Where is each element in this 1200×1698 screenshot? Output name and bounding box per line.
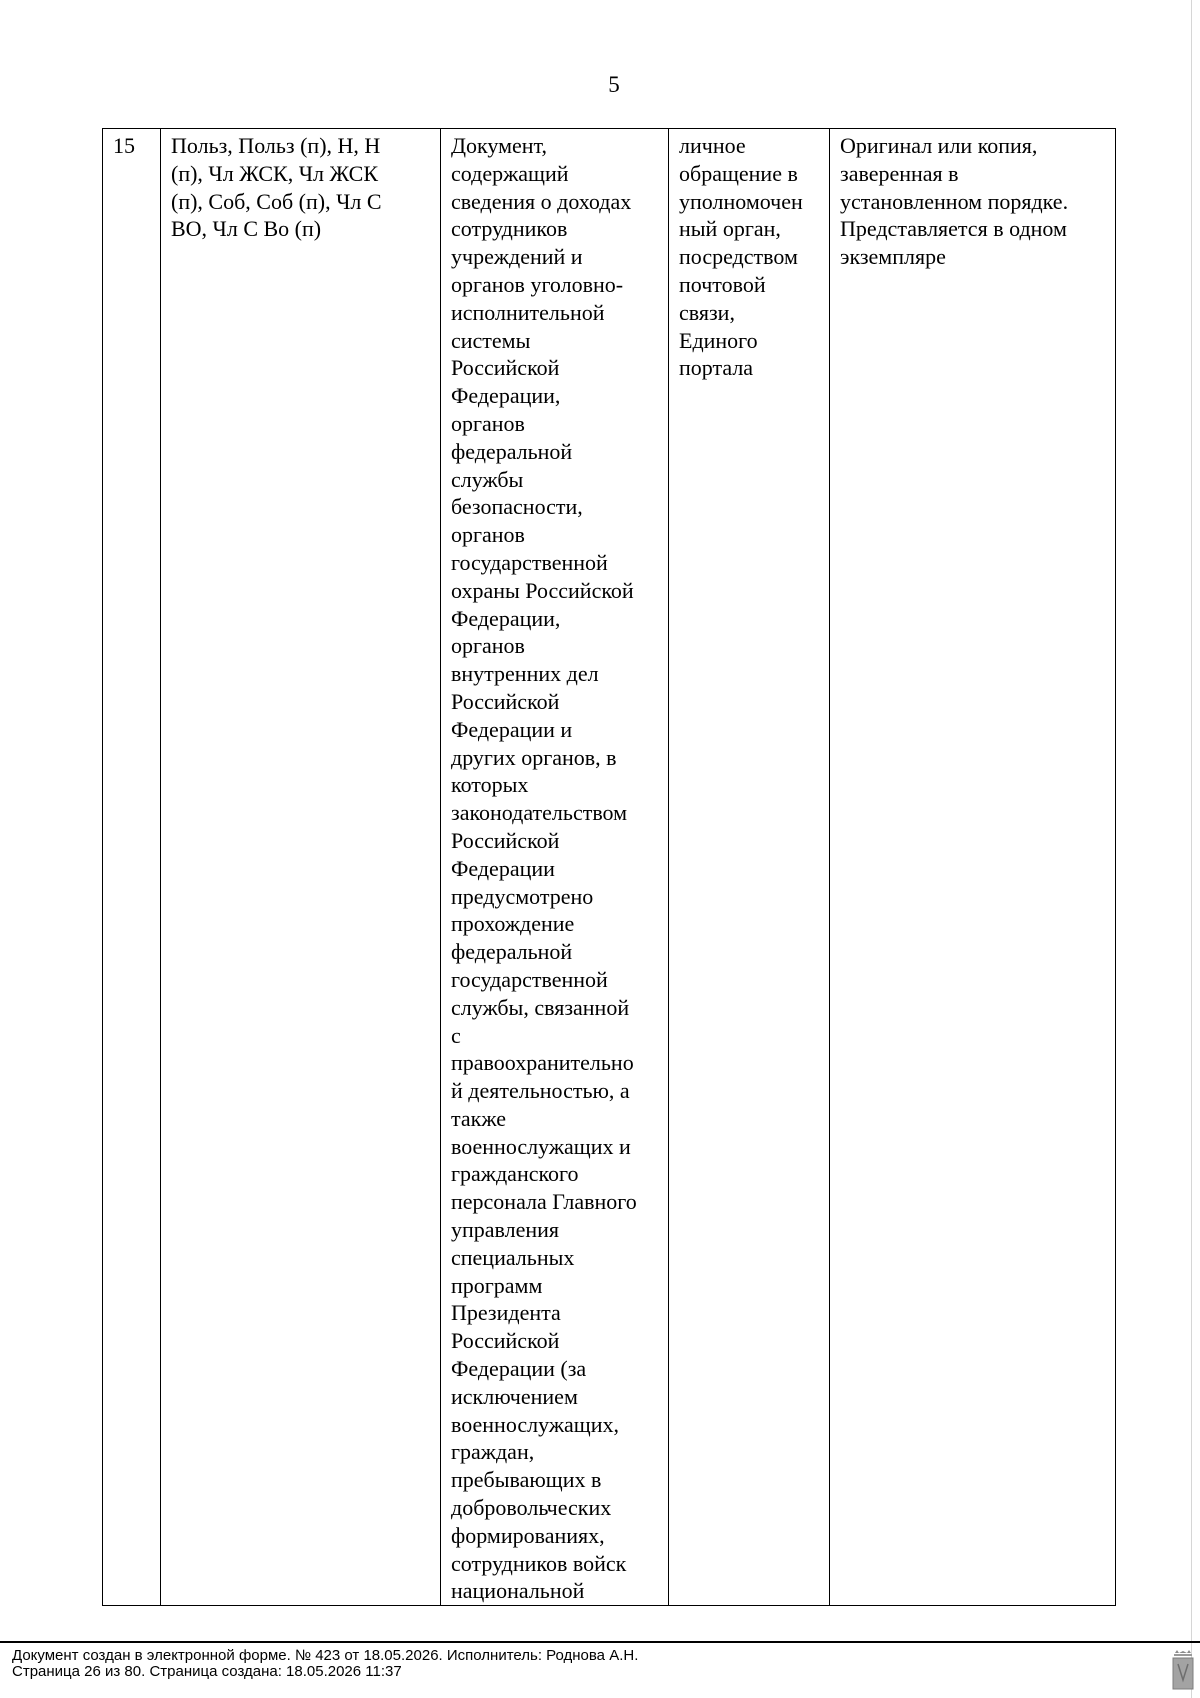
form-line: заверенная в <box>840 160 959 186</box>
footer-document-info: Документ создан в электронной форме. № 423 от 18.05.2026. Исполнитель: Роднова А.Н. <box>12 1647 639 1664</box>
document-line: сведения о доходах <box>451 188 632 214</box>
document-line: содержащий <box>451 160 569 186</box>
submission-method-line: уполномочен <box>679 188 803 214</box>
document-line: сотрудников <box>451 216 568 242</box>
document-line: формированиях, <box>451 1522 605 1548</box>
submission-method-line: обращение в <box>679 160 798 186</box>
coat-of-arms-icon <box>1172 1650 1194 1690</box>
submission-method-line: посредством <box>679 244 798 270</box>
submission-method-line: личное <box>679 133 746 158</box>
document-line: Федерации (за <box>451 1356 587 1382</box>
submission-method-line: ный орган, <box>679 216 781 242</box>
table-row <box>103 129 1116 1606</box>
document-line: с <box>451 1022 461 1048</box>
form-line: Оригинал или копия, <box>840 133 1038 158</box>
document-line: Российской <box>451 688 560 714</box>
requirements-table <box>102 128 1116 1606</box>
document-line: Федерации и <box>451 716 573 742</box>
document-line: федеральной <box>451 939 573 965</box>
document-line: прохождение <box>451 911 575 937</box>
document-line: управления <box>451 1217 560 1243</box>
document-line: Документ, <box>451 133 548 158</box>
document-line: системы <box>451 327 531 353</box>
document-cell <box>441 129 669 1606</box>
document-line: законодательством <box>451 800 628 826</box>
submission-method-line: почтовой <box>679 271 766 297</box>
document-line: правоохранительно <box>451 1050 634 1076</box>
document-line: программ <box>451 1272 543 1298</box>
document-line: других органов, в <box>451 744 617 770</box>
document-line: охраны Российской <box>451 577 634 603</box>
page-number: 5 <box>608 72 620 97</box>
document-line: Федерации, <box>451 605 561 631</box>
submission-method-line: Единого <box>679 327 758 353</box>
document-line: Российской <box>451 355 560 381</box>
document-line: безопасности, <box>451 494 583 520</box>
document-footer <box>12 1648 638 1680</box>
row-index: 15 <box>113 133 135 158</box>
document-line: предусмотрено <box>451 883 594 909</box>
document-line: персонала Главного <box>451 1189 637 1215</box>
document-line: органов <box>451 410 525 436</box>
document-line: исключением <box>451 1383 578 1409</box>
footer-divider <box>0 1641 1200 1643</box>
applicants-cell <box>161 129 441 1606</box>
row-index-cell <box>103 129 161 1606</box>
document-line: службы <box>451 466 524 492</box>
form-cell <box>830 129 1116 1606</box>
applicants-line: ВО, Чл С Во (п) <box>171 216 322 242</box>
document-line: учреждений и <box>451 244 583 270</box>
document-line: органов уголовно- <box>451 271 624 297</box>
document-line: государственной <box>451 549 608 575</box>
document-line: Президента <box>451 1300 561 1326</box>
applicants-line: (п), Соб, Соб (п), Чл С <box>171 188 382 214</box>
document-line: Российской <box>451 827 560 853</box>
footer-page-info: Страница 26 из 80. Страница создана: 18.05.2026 11:37 <box>12 1663 402 1680</box>
document-line: органов <box>451 522 525 548</box>
form-line: установленном порядке. <box>840 188 1069 214</box>
document-line: также <box>451 1105 507 1131</box>
applicants-line: Польз, Польз (п), Н, Н <box>171 133 381 158</box>
page-edge-line <box>1191 0 1192 1698</box>
form-line: Представляется в одном <box>840 216 1067 242</box>
document-line: добровольческих <box>451 1495 612 1521</box>
document-line: специальных <box>451 1244 575 1270</box>
document-line: пребывающих в <box>451 1467 602 1493</box>
document-line: которых <box>451 772 529 798</box>
document-line: Федерации, <box>451 383 561 409</box>
document-line: гражданского <box>451 1161 579 1187</box>
submission-method-line: связи, <box>679 299 735 325</box>
document-line: службы, связанной <box>451 994 630 1020</box>
document-line: органов <box>451 633 525 659</box>
document-line: национальной <box>451 1578 585 1604</box>
document-line: федеральной <box>451 438 573 464</box>
form-line: экземпляре <box>840 244 946 270</box>
applicants-line: (п), Чл ЖСК, Чл ЖСК <box>171 160 379 186</box>
document-line: военнослужащих, <box>451 1411 619 1437</box>
document-line: внутренних дел <box>451 661 599 687</box>
submission-method-cell <box>669 129 830 1606</box>
submission-method-line: портала <box>679 355 754 381</box>
document-line: граждан, <box>451 1439 535 1465</box>
document-line: й деятельностью, а <box>451 1078 630 1104</box>
document-line: Федерации <box>451 855 555 881</box>
document-line: Российской <box>451 1328 560 1354</box>
document-line: исполнительной <box>451 299 605 325</box>
document-line: военнослужащих и <box>451 1133 631 1159</box>
document-line: сотрудников войск <box>451 1550 627 1576</box>
document-line: государственной <box>451 966 608 992</box>
